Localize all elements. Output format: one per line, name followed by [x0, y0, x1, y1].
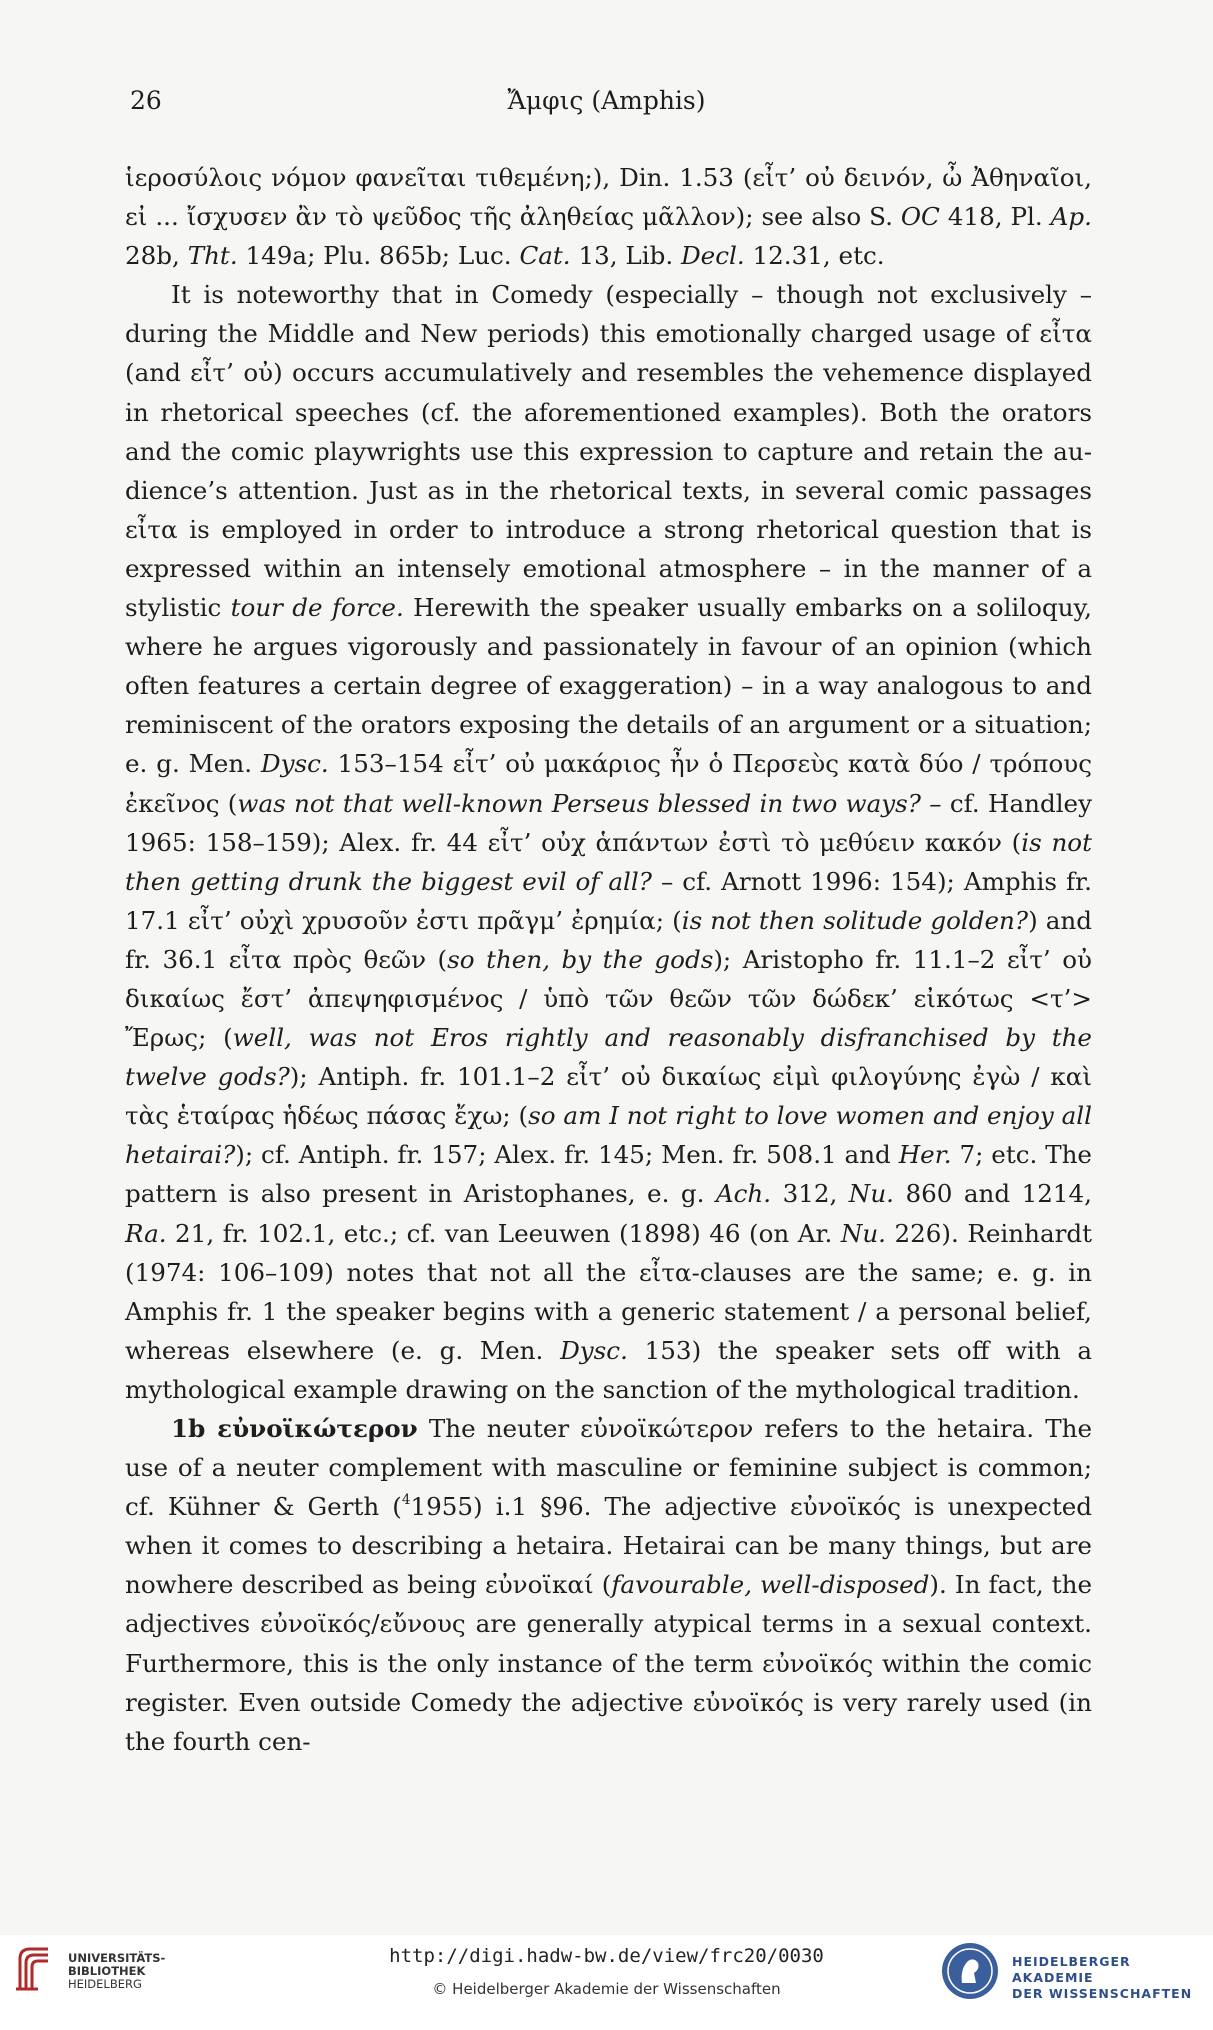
text-run: – cf. Handley 1965: 158–159); Alex. fr. 44 εἶτ’ οὐχ ἁπάντων ἐστὶ τὸ μεθύειν κακόν ( [125, 788, 1093, 857]
italic-run: tour de force. [230, 593, 404, 623]
text-run: 1955) i.1 §96. The adjective εὐνοϊκός is unexpected when it comes to describing a hetaira. Hetairai can be many things, but are nowhere described as being εὐνοϊκαί ( [125, 1492, 1092, 1600]
work-abbreviation: Ra. [125, 1218, 167, 1248]
translation: is not then getting drunk the biggest evil of all? [125, 827, 1092, 896]
running-title: Ἄμφις (Amphis) [507, 86, 706, 115]
work-abbreviation: Nu. [848, 1179, 894, 1209]
text-run: 860 and 1214, [893, 1179, 1092, 1209]
work-abbreviation: Ach. [715, 1179, 772, 1209]
translation: so am I not right to love women and enjoy all hetairai? [125, 1101, 1092, 1170]
text-run: It is noteworthy that in Comedy (especially – though not exclusively – during the Middle and New periods) this emotionally charged usage of εἶτα (and εἶτ’ οὐ) occurs accumulatively and resembles the vehemence displayed in rhetorical speeches (cf. the aforementioned examples). Both the orators and the comic playwrights use this expression to capture and retain the audience’s attention. Just as in the rhetorical texts, in several comic passages εἶτα is employed in order to introduce a strong rhetorical question that is expressed within an intensely emotional atmosphere – in the manner of a stylistic [125, 280, 1092, 623]
library-name-line: UNIVERSITÄTS- [68, 1951, 166, 1965]
digitization-footer [0, 1935, 1213, 2030]
academy-logo[interactable] [938, 1939, 1208, 2003]
work-abbreviation: Nu. [840, 1218, 887, 1248]
paragraph-1 [125, 158, 1092, 275]
academy-seal-icon [938, 1939, 1002, 2003]
text-run: ); Antiph. fr. 101.1–2 εἶτ’ οὐ δικαίως εἰμὶ φιλογύνης ἐγὼ / καὶ τὰς ἑταίρας ἡδέως πάσας ἔχω; ( [125, 1062, 1092, 1131]
paragraph-3 [125, 1409, 1092, 1761]
text-run: ); Aristopho fr. 11.1–2 εἶτ’ οὐ δικαίως ἔστ’ ἀπεψηφισμένος / ὑπὸ τῶν θεῶν τῶν δώδεκ’ εἰκότως <τ’> Ἔρως; ( [125, 944, 1092, 1053]
work-abbreviation: Dysc. [560, 1335, 628, 1365]
permalink-url[interactable]: http://digi.hadw-bw.de/view/frc20/0030 [389, 1945, 824, 1967]
translation: favourable, well-disposed [611, 1570, 930, 1600]
text-run: – cf. Arnott 1996: 154); Amphis fr. 17.1 εἶτ’ οὐχὶ χρυσοῦν ἐστι πρᾶγμ’ ἐρημία; ( [125, 866, 1092, 935]
translation: so then, by the gods [447, 944, 714, 974]
text-run: 312, [771, 1179, 849, 1209]
text-run: The neuter εὐνοϊκώτερον refers to the hetaira. The use of a neuter complement with masculine or feminine subject is common; cf. Kühner & Gerth ( [125, 1414, 1092, 1522]
work-abbreviation: Dysc. [260, 749, 329, 779]
text-run: ἱεροσύλοις νόμον φανεῖται τιθεμένη;), Din. 1.53 (εἶτ’ οὐ δεινόν, ὦ Ἀθηναῖοι, εἰ ... ἴσχυσεν ἂν τὸ ψεῦδος τῆς ἀληθείας μᾶλλον); see also S. [125, 163, 1092, 232]
translation: well, was not Eros rightly and reasonably disfranchised by the twelve gods? [125, 1023, 1092, 1092]
work-abbreviation: Cat. [519, 241, 571, 271]
text-run: ). In fact, the adjectives εὐνοϊκός/εὔνους are generally atypical terms in a sexual context. Furthermore, this is the only instance of the term εὐνοϊκός within the comic register. Even outside Comedy the adjective εὐνοϊκός is very rarely used (in the fourth cen- [125, 1570, 1093, 1756]
text-run: ) and fr. 36.1 εἶτα πρὸς θεῶν ( [125, 905, 1092, 974]
text-run: 153) the speaker sets off with a mythological example drawing on the sanction of the mythological tradition. [125, 1335, 1092, 1404]
text-run: 28b, [125, 241, 188, 271]
translation: is not then solitude golden? [681, 905, 1029, 935]
work-abbreviation: Her. [898, 1140, 952, 1170]
text-run: Herewith the speaker usually embarks on a soliloquy, where he argues vigorously and passionately in favour of an opinion (which often features a certain degree of exaggeration) – in a way analogous to and reminiscent of the orators exposing the details of an argument or a situation; e. g. Men. [125, 593, 1093, 779]
paragraph-2 [125, 275, 1092, 1409]
work-abbreviation: Decl. [680, 241, 745, 271]
copyright-notice: © Heidelberger Akademie der Wissenschaften [432, 1980, 781, 1998]
running-head [130, 86, 1083, 120]
translation: was not that well-known Perseus blessed in two ways? [237, 788, 921, 818]
academy-name-line: HEIDELBERGER AKADEMIE [1012, 1954, 1131, 1985]
commentary-body [125, 158, 1092, 1761]
work-abbreviation: Ap. [1050, 202, 1092, 232]
work-abbreviation: OC [900, 202, 940, 232]
text-run: 7; etc. The pattern is also present in Aristophanes, e. g. [125, 1140, 1092, 1209]
edition-superscript: 4 [401, 1492, 411, 1509]
library-name-line: BIBLIOTHEK [68, 1964, 146, 1978]
text-run: 13, Lib. [570, 241, 681, 271]
text-run: 21, fr. 102.1, etc.; cf. van Leeuwen (1898) 46 (on Ar. [166, 1218, 841, 1248]
academy-name-line: DER WISSENSCHAFTEN [1012, 1986, 1193, 2001]
lemma-heading: 1b εὐνοϊκώτερον [171, 1414, 418, 1443]
work-abbreviation: Tht. [187, 241, 238, 271]
text-run: 149a; Plu. 865b; Luc. [237, 241, 520, 271]
text-run: 12.31, etc. [744, 241, 885, 271]
text-run: ); cf. Antiph. fr. 157; Alex. fr. 145; Men. fr. 508.1 and [235, 1140, 899, 1170]
text-run: 153–154 εἶτ’ οὐ μακάριος ἦν ὁ Περσεὺς κατὰ δύο / τρόπους ἐκεῖνος ( [125, 749, 1093, 818]
page-number: 26 [130, 86, 162, 115]
text-run: 226). Reinhardt (1974: 106–109) notes that not all the εἶτα-clauses are the same; e. g. in Amphis fr. 1 the speaker begins with a generic statement / a personal belief, whereas elsewhere (e. g. Men. [125, 1218, 1092, 1365]
text-run: 418, Pl. [939, 202, 1051, 232]
library-name-line: HEIDELBERG [68, 1977, 142, 1991]
academy-name [1012, 1954, 1208, 2002]
